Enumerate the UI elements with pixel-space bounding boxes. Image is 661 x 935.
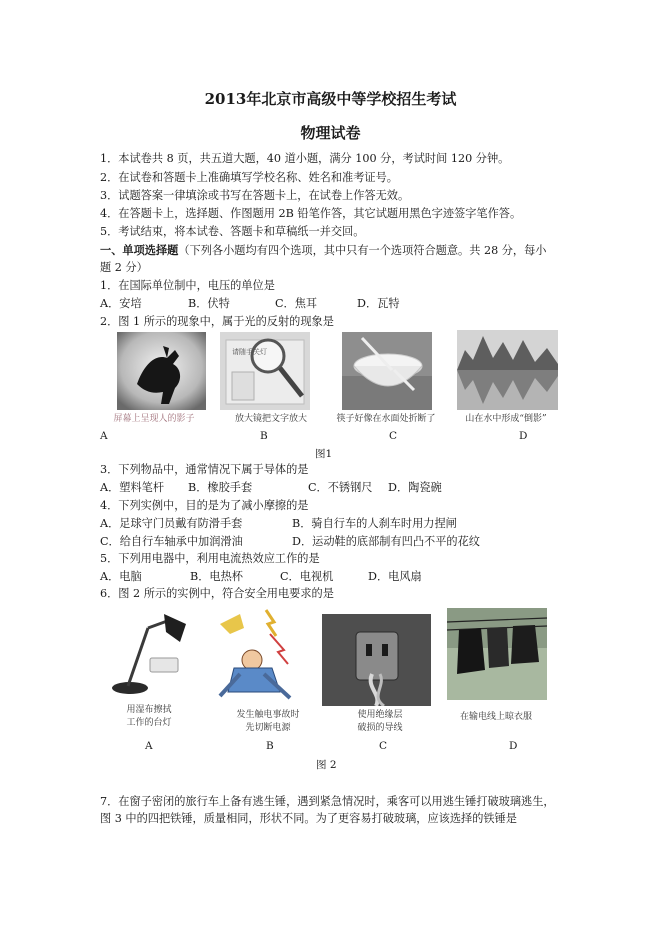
q2-stem: 2．图 1 所示的现象中，属于光的反射的现象是 bbox=[100, 315, 334, 328]
figure2-image-c bbox=[322, 614, 431, 706]
q3-stem: 3．下列物品中，通常情况下属于导体的是 bbox=[100, 463, 309, 476]
instruction-1: 1．本试卷共 8 页，共五道大题，40 道小题，满分 100 分，考试时间 120 分钟。 bbox=[100, 152, 510, 165]
figure2-caption-a-line2: 工作的台灯 bbox=[126, 718, 172, 728]
q5-option-a: A．电脑 bbox=[100, 570, 142, 583]
q5-option-c: C．电视机 bbox=[280, 570, 334, 583]
q6-stem: 6．图 2 所示的实例中，符合安全用电要求的是 bbox=[100, 587, 334, 600]
q7-line2: 图 3 中的四把铁锤，质量相同，形状不同。为了更容易打破玻璃，应该选择的铁锤是 bbox=[100, 812, 517, 825]
figure2-caption-d bbox=[444, 709, 548, 722]
q5-stem: 5．下列用电器中，利用电流热效应工作的是 bbox=[100, 552, 320, 565]
q1-stem: 1．在国际单位制中，电压的单位是 bbox=[100, 279, 275, 292]
figure2-label: 图 2 bbox=[316, 759, 337, 771]
figure1-letter-d: D bbox=[519, 430, 528, 442]
figure1-caption-b: 放大镜把文字放大 bbox=[234, 414, 307, 424]
q4-stem: 4．下列实例中，目的是为了减小摩擦的是 bbox=[100, 499, 309, 512]
exam-subtitle: 物理试卷 bbox=[300, 124, 361, 142]
figure2-letter-b: B bbox=[266, 740, 274, 752]
figure2-letter-c: C bbox=[379, 740, 388, 752]
figure2-caption-b-line1: 发生触电事故时 bbox=[236, 710, 300, 720]
figure1-letter-c: C bbox=[389, 430, 398, 442]
figure1-image-c bbox=[342, 332, 432, 410]
instruction-4: 4．在答题卡上，选择题、作图题用 2B 铅笔作答，其它试题用黑色字迹签字笔作答。 bbox=[100, 207, 522, 220]
q1-option-a: A．安培 bbox=[100, 297, 142, 310]
figure2-caption-a-line1: 用湿布擦拭 bbox=[126, 705, 172, 715]
figure2-letter-a: A bbox=[145, 740, 153, 752]
figure2-caption-c-line2: 破损的导线 bbox=[357, 723, 403, 733]
figure1-label: 图1 bbox=[315, 448, 333, 460]
figure2-caption-c bbox=[338, 707, 422, 733]
q4-option-c: C．给自行车轴承中加润滑油 bbox=[100, 535, 243, 548]
figure1-caption-a: 屏幕上呈现人的影子 bbox=[113, 414, 195, 424]
q3-option-b: B．橡胶手套 bbox=[188, 481, 253, 494]
figure2-image-a bbox=[100, 606, 200, 698]
figure2-image-b bbox=[210, 604, 298, 704]
q3-option-a: A．塑料笔杆 bbox=[100, 481, 165, 494]
figure2-image-d bbox=[447, 608, 547, 700]
q1-option-c: C．焦耳 bbox=[275, 297, 318, 310]
figure1-letter-a: A bbox=[100, 430, 108, 442]
figure2-caption-b-line2: 先切断电源 bbox=[245, 723, 291, 733]
figure2-caption-d-line1: 在输电线上晾衣服 bbox=[459, 712, 532, 722]
figure1-letter-b: B bbox=[260, 430, 268, 442]
figure1-caption-c: 筷子好像在水面处折断了 bbox=[336, 414, 436, 424]
q7-line1: 7．在窗子密闭的旅行车上备有逃生锤，遇到紧急情况时，乘客可以用逃生锤打破玻璃逃生， bbox=[100, 795, 555, 808]
exam-title: 2013年北京市高级中等学校招生考试 bbox=[204, 90, 457, 108]
figure2-caption-b bbox=[216, 707, 320, 733]
section-1-heading: 一、单项选择题 bbox=[100, 243, 179, 257]
figure1-image-b bbox=[220, 332, 310, 410]
figure1-sign-text: 请随手关灯 bbox=[232, 348, 267, 356]
figure1-caption-d: 山在水中形成“倒影” bbox=[465, 414, 547, 424]
q4-option-a: A．足球守门员戴有防滑手套 bbox=[100, 517, 243, 530]
q4-option-d: D．运动鞋的底部制有凹凸不平的花纹 bbox=[292, 535, 480, 548]
section-1-header bbox=[100, 243, 547, 258]
q5-option-b: B．电热杯 bbox=[190, 570, 243, 583]
section-1-note: （下列各小题均有四个选项，其中只有一个选项符合题意。共 28 分，每小 bbox=[178, 244, 547, 257]
instruction-3: 3．试题答案一律填涂或书写在答题卡上，在试卷上作答无效。 bbox=[100, 189, 410, 202]
q1-option-b: B．伏特 bbox=[188, 297, 230, 310]
section-1-note-cont: 题 2 分） bbox=[100, 261, 148, 274]
figure2-letter-d: D bbox=[509, 740, 518, 752]
q1-option-d: D．瓦特 bbox=[357, 297, 400, 310]
q3-option-d: D．陶瓷碗 bbox=[388, 481, 442, 494]
figure2-caption-c-line1: 使用绝缘层 bbox=[357, 710, 403, 720]
q4-option-b: B．骑自行车的人刹车时用力捏闸 bbox=[292, 517, 457, 530]
q3-option-c: C．不锈钢尺 bbox=[308, 481, 373, 494]
instruction-2: 2．在试卷和答题卡上准确填写学校名称、姓名和准考证号。 bbox=[100, 171, 398, 184]
figure1-image-a bbox=[117, 332, 206, 410]
q5-option-d: D．电风扇 bbox=[368, 570, 422, 583]
figure1-image-d bbox=[457, 330, 558, 410]
figure2-caption-a bbox=[108, 702, 190, 728]
instruction-5: 5．考试结束，将本试卷、答题卡和草稿纸一并交回。 bbox=[100, 225, 365, 238]
